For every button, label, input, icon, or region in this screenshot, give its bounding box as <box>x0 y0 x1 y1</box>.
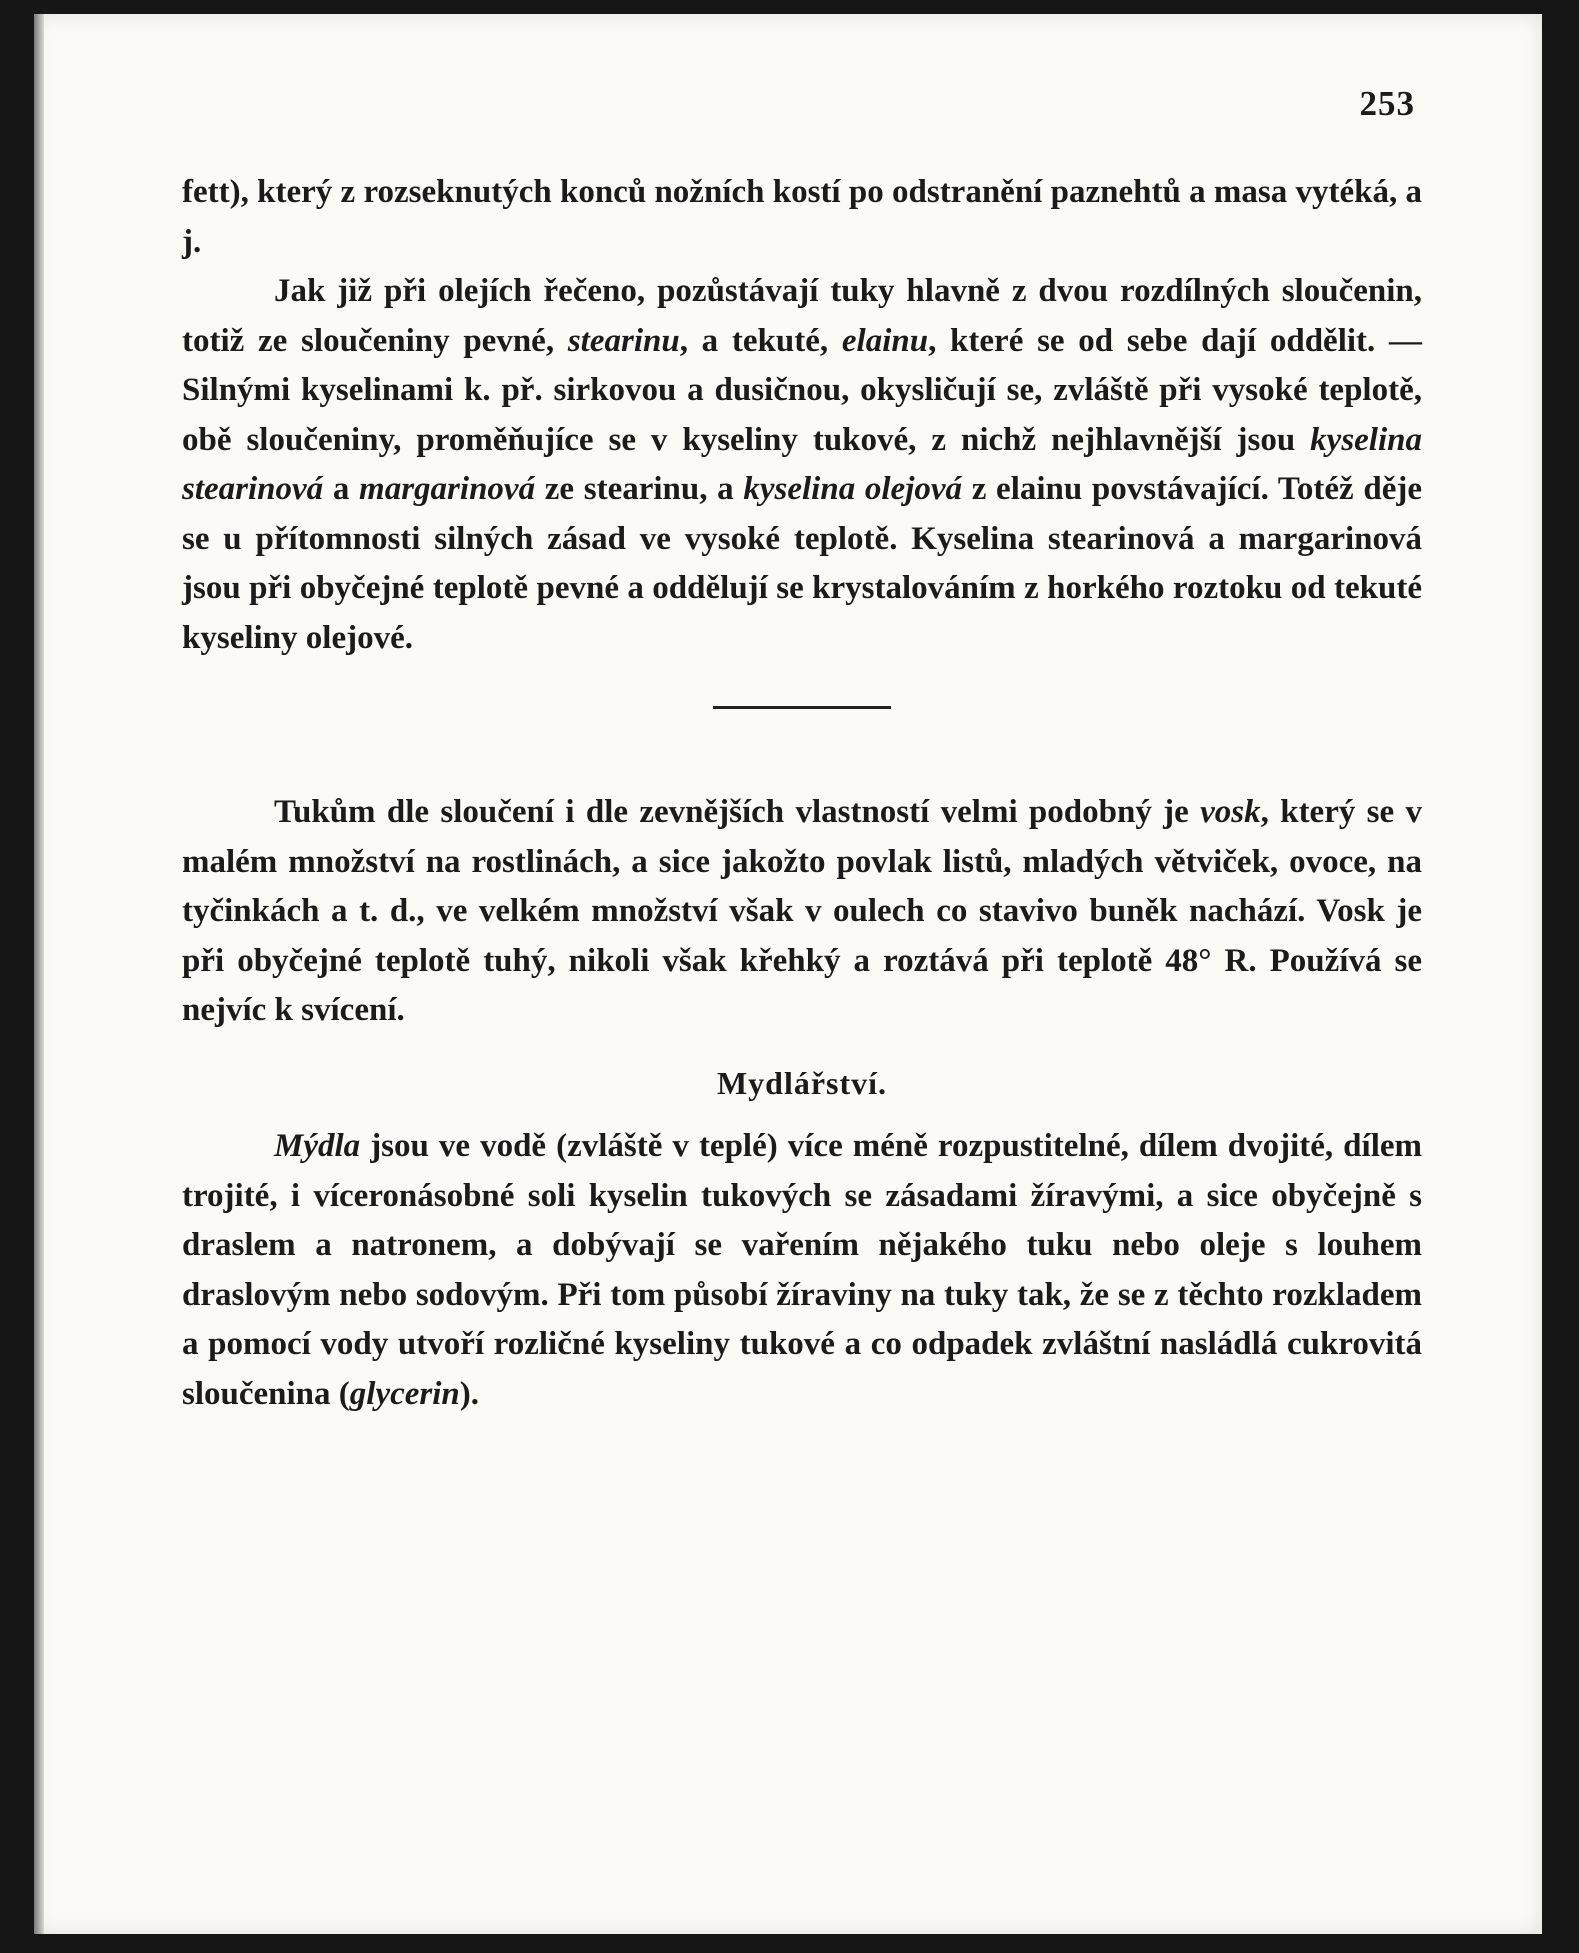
section-divider <box>713 706 891 709</box>
term-soap: Mýdla <box>274 1128 361 1164</box>
paragraph-wax: Tukům dle sloučení i dle zevnějších vlastností velmi podobný je vosk, který se v malém množství na rostlinách, a sice jakožto povlak listů, mladých větviček, ovoce, na tyčinkách a t. d., ve velkém množství však v oulech co stavivo buněk nachází. Vosk je při obyčejné teplotě tuhý, nikoli však křehký a roztává při teplotě 48° R. Používá se nejvíc k svícení. <box>182 794 1422 1028</box>
paragraph-continuation: fett), který z rozseknutých konců nožních kostí po odstranění paznehtů a masa vytéká, a j. <box>182 174 1422 260</box>
term-stearic-acid: kyselina stearinová <box>182 421 1422 507</box>
section-heading: Mydlářství. <box>716 1064 888 1101</box>
paragraph-fats: Jak již při olejích řečeno, pozůstávají tuky hlavně z dvou rozdílných sloučenin, totiž ze sloučeniny pevné, stearinu, a tekuté, elainu, které se od sebe dají oddělit. — Silnými kyselinami k. př. sirkovou a dusičnou, okysličují se, zvláště při vysoké teplotě, obě sloučeniny, proměňujíce se v kyseliny tukové, z nichž nejhlavnější jsou kyselina stearinová a margarinová ze stearinu, a kyselina olejová z elainu povstávající. Totéž děje se u přítomnosti silných zásad ve vysoké teplotě. Kyselina stearinová a margarinová jsou při obyčejné teplotě pevné a oddělují se krystalováním z horkého roztoku od tekuté kyseliny olejové. <box>182 273 1423 656</box>
page-text <box>182 168 1422 1419</box>
page-number: 253 <box>1359 84 1415 123</box>
paragraph-soap: Mýdla jsou ve vodě (zvláště v teplé) více méně rozpustitelné, dílem dvojité, dílem trojité, i víceronásobné soli kyselin tukových se zásadami žíravými, a sice obyčejně s draslem a natronem, a dobývají se vařením nějakého tuku nebo oleje s louhem draslovým nebo sodovým. Při tom působí žíraviny na tuky tak, že se z těchto rozkladem a pomocí vody utvoří rozličné kyseliny tukové a co odpadek zvláštní nasládlá cukrovitá sloučenina (glycerin). <box>182 1128 1422 1412</box>
term-margaric: margarinová <box>359 471 536 507</box>
page-gutter <box>34 14 44 1934</box>
term-oleic-acid: kyselina olejová <box>743 471 963 507</box>
term-stearin: stearinu <box>567 322 680 359</box>
term-wax: vosk <box>1200 794 1261 830</box>
term-elain: elainu <box>841 322 929 359</box>
term-glycerin: glycerin <box>349 1375 460 1412</box>
